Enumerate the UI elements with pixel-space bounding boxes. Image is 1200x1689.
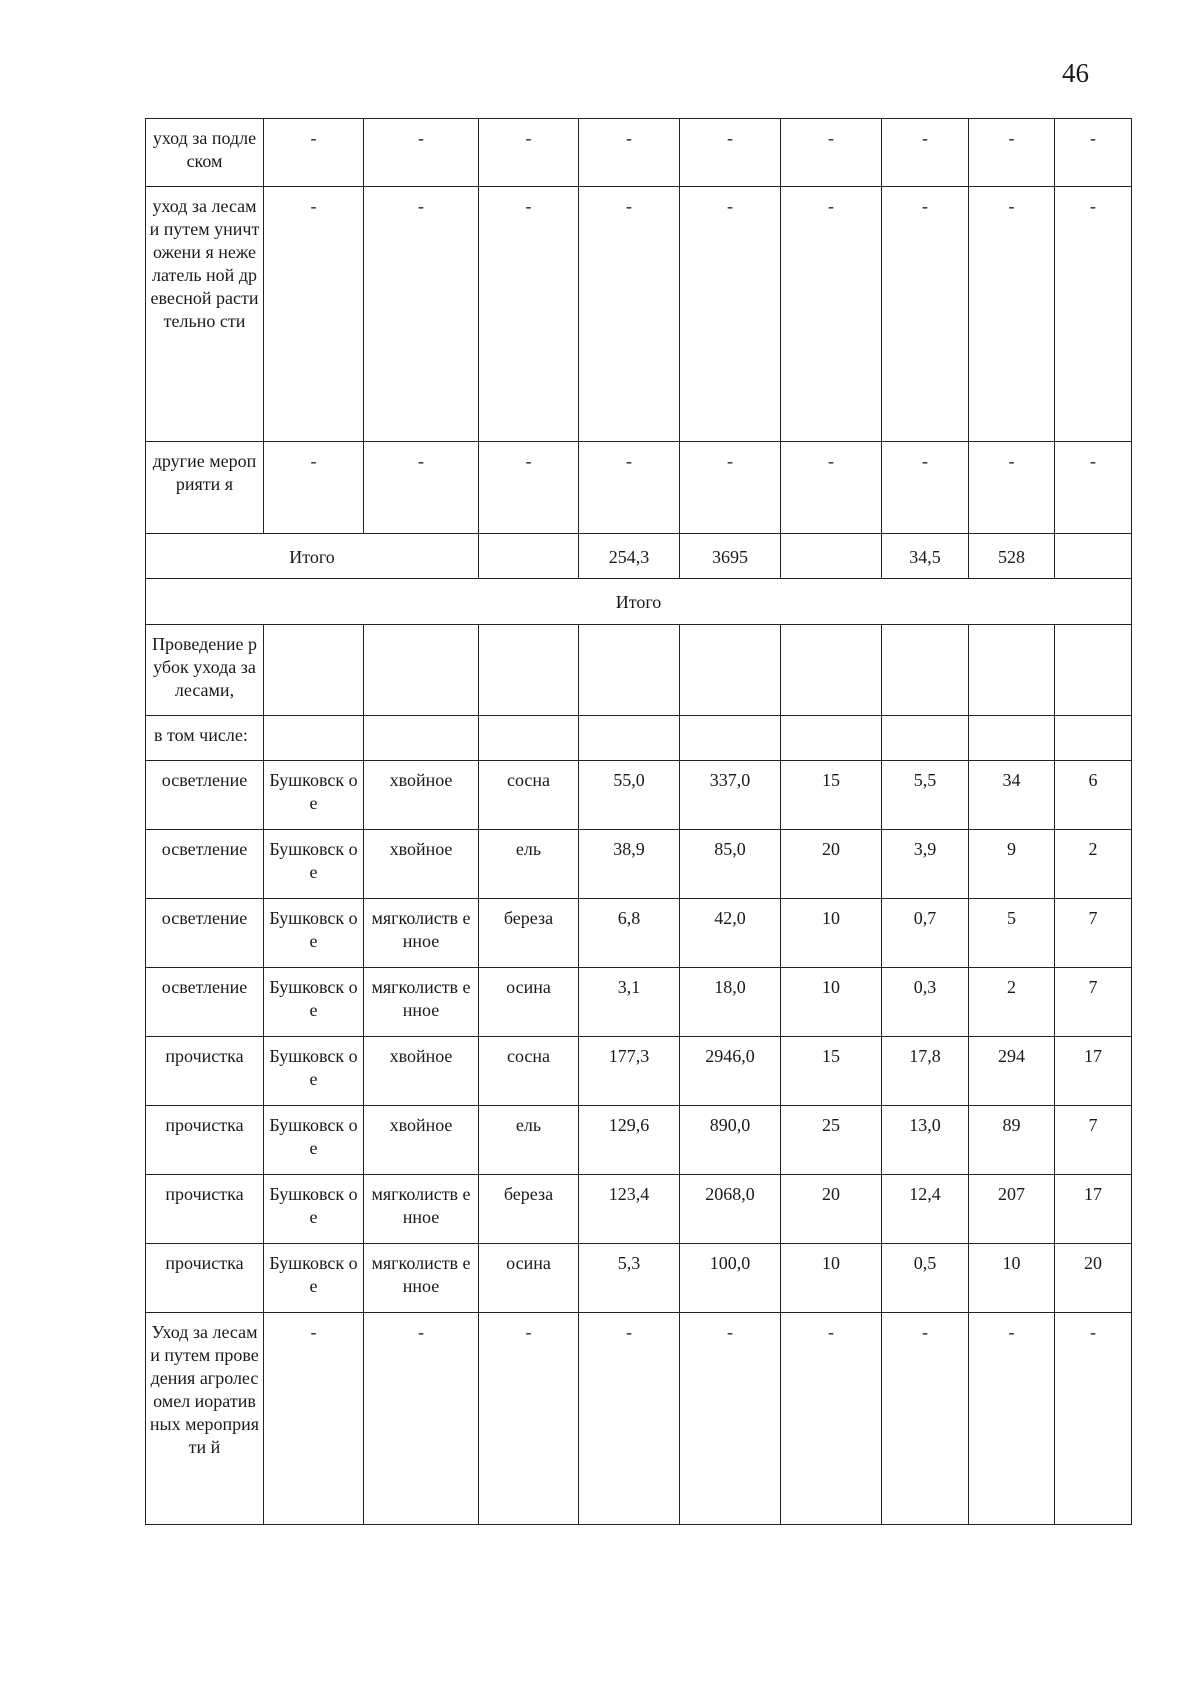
table-cell — [579, 716, 680, 761]
table-cell: Бушковск ое — [264, 830, 364, 899]
table-row — [146, 625, 1132, 716]
table-cell — [969, 625, 1055, 716]
table-cell — [781, 625, 882, 716]
table-cell: - — [882, 119, 969, 187]
table-cell — [882, 716, 969, 761]
table-cell: 38,9 — [579, 830, 680, 899]
table-cell: Бушковск ое — [264, 968, 364, 1037]
table-cell: 89 — [969, 1106, 1055, 1175]
table-cell: 5 — [969, 899, 1055, 968]
table-cell: 17,8 — [882, 1037, 969, 1106]
table-cell: - — [364, 1313, 479, 1525]
table-cell: сосна — [479, 761, 579, 830]
table-cell: - — [479, 119, 579, 187]
table-cell: 890,0 — [680, 1106, 781, 1175]
table-cell: хвойное — [364, 1106, 479, 1175]
table-cell: 5,5 — [882, 761, 969, 830]
table-cell: - — [264, 119, 364, 187]
table-cell: 17 — [1055, 1175, 1132, 1244]
table-cell: 25 — [781, 1106, 882, 1175]
table-cell: 12,4 — [882, 1175, 969, 1244]
table-cell: 6 — [1055, 761, 1132, 830]
table-row — [146, 1175, 1132, 1244]
table-cell: - — [1055, 1313, 1132, 1525]
table-cell: - — [680, 442, 781, 534]
table-cell: Бушковск ое — [264, 1037, 364, 1106]
table-cell: 3,9 — [882, 830, 969, 899]
table-cell: 34 — [969, 761, 1055, 830]
table-cell: - — [579, 187, 680, 442]
table-cell: Бушковск ое — [264, 1106, 364, 1175]
table-cell: ель — [479, 830, 579, 899]
table-cell — [579, 625, 680, 716]
table-cell: - — [264, 187, 364, 442]
table-row — [146, 1106, 1132, 1175]
row-label-cell: прочистка — [146, 1175, 264, 1244]
table-cell: Бушковск ое — [264, 1244, 364, 1313]
table-cell: 42,0 — [680, 899, 781, 968]
table-row — [146, 1313, 1132, 1525]
row-label-cell: уход за подлеском — [146, 119, 264, 187]
table-cell — [364, 625, 479, 716]
table-cell: - — [264, 1313, 364, 1525]
table-cell — [264, 716, 364, 761]
table-cell: - — [1055, 187, 1132, 442]
row-label-cell: осветление — [146, 968, 264, 1037]
forest-care-table — [145, 118, 1132, 1525]
row-label-cell: прочистка — [146, 1244, 264, 1313]
row-label-cell: осветление — [146, 899, 264, 968]
subtotal-cell: 3695 — [680, 534, 781, 579]
table-cell: - — [781, 1313, 882, 1525]
table-cell: 9 — [969, 830, 1055, 899]
table-cell: хвойное — [364, 1037, 479, 1106]
table-cell: 18,0 — [680, 968, 781, 1037]
table-cell: сосна — [479, 1037, 579, 1106]
table-row — [146, 716, 1132, 761]
table-row — [146, 968, 1132, 1037]
table-cell — [479, 625, 579, 716]
table-cell — [781, 716, 882, 761]
table-cell: осина — [479, 1244, 579, 1313]
table-cell: - — [579, 119, 680, 187]
table-cell: 17 — [1055, 1037, 1132, 1106]
table-cell: 0,5 — [882, 1244, 969, 1313]
row-label-cell: в том числе: — [146, 716, 264, 761]
table-cell — [1055, 625, 1132, 716]
table-cell: мягколиств енное — [364, 1244, 479, 1313]
table-cell: Бушковск ое — [264, 761, 364, 830]
table-cell: - — [264, 442, 364, 534]
table-cell: 7 — [1055, 968, 1132, 1037]
table-cell: - — [882, 442, 969, 534]
table-cell: мягколиств енное — [364, 968, 479, 1037]
table-cell — [680, 716, 781, 761]
row-label-cell: уход за лесами путем уничтожени я нежелатель ной древесной растительно сти — [146, 187, 264, 442]
table-cell: 7 — [1055, 899, 1132, 968]
table-cell: 6,8 — [579, 899, 680, 968]
table-cell: - — [479, 187, 579, 442]
table-cell: 20 — [1055, 1244, 1132, 1313]
table-cell: 337,0 — [680, 761, 781, 830]
table-cell: береза — [479, 899, 579, 968]
table-row — [146, 442, 1132, 534]
table-cell: Бушковск ое — [264, 899, 364, 968]
table-cell: 15 — [781, 1037, 882, 1106]
row-label-cell: прочистка — [146, 1106, 264, 1175]
table-cell: 123,4 — [579, 1175, 680, 1244]
table-cell — [264, 625, 364, 716]
table-cell: - — [781, 442, 882, 534]
table-cell: - — [680, 1313, 781, 1525]
subtotal-cell — [1055, 534, 1132, 579]
table-cell: 100,0 — [680, 1244, 781, 1313]
row-label-cell: осветление — [146, 830, 264, 899]
table-row — [146, 1037, 1132, 1106]
table-cell: - — [364, 187, 479, 442]
row-label-cell: осветление — [146, 761, 264, 830]
subtotal-cell — [781, 534, 882, 579]
table-cell: Бушковск ое — [264, 1175, 364, 1244]
table-row — [146, 761, 1132, 830]
table-cell: 207 — [969, 1175, 1055, 1244]
table-cell: 10 — [969, 1244, 1055, 1313]
table-cell: - — [969, 442, 1055, 534]
table-cell: - — [364, 442, 479, 534]
subtotal-cell: 34,5 — [882, 534, 969, 579]
row-label-cell: другие мероприяти я — [146, 442, 264, 534]
table-row — [146, 1244, 1132, 1313]
table-row — [146, 579, 1132, 625]
table-cell: - — [781, 187, 882, 442]
table-cell: 0,7 — [882, 899, 969, 968]
table-cell: - — [364, 119, 479, 187]
table-cell: 2 — [969, 968, 1055, 1037]
table-cell: - — [479, 1313, 579, 1525]
table-cell: мягколиств енное — [364, 1175, 479, 1244]
table-cell: хвойное — [364, 830, 479, 899]
table-row — [146, 119, 1132, 187]
table-cell: 10 — [781, 968, 882, 1037]
table-cell: 85,0 — [680, 830, 781, 899]
row-label-cell: Уход за лесами путем проведения агролесомел иоративных мероприяти й — [146, 1313, 264, 1525]
row-label-cell: прочистка — [146, 1037, 264, 1106]
subtotal-label: Итого — [146, 534, 479, 579]
table-cell: 2 — [1055, 830, 1132, 899]
table-cell — [882, 625, 969, 716]
table-cell: - — [579, 1313, 680, 1525]
table-row — [146, 899, 1132, 968]
table-cell: - — [882, 1313, 969, 1525]
table-cell: 7 — [1055, 1106, 1132, 1175]
table-cell: - — [969, 1313, 1055, 1525]
table-cell: - — [969, 187, 1055, 442]
table-cell — [969, 716, 1055, 761]
table-cell: - — [1055, 119, 1132, 187]
table-cell — [364, 716, 479, 761]
row-label-cell: Проведение рубок ухода за лесами, — [146, 625, 264, 716]
table-cell — [1055, 716, 1132, 761]
table-cell: - — [882, 187, 969, 442]
table-cell: 20 — [781, 1175, 882, 1244]
table-row — [146, 187, 1132, 442]
table-cell — [479, 716, 579, 761]
section-total-label: Итого — [146, 579, 1132, 625]
table-cell: - — [969, 119, 1055, 187]
table-cell: береза — [479, 1175, 579, 1244]
table-cell: 13,0 — [882, 1106, 969, 1175]
table-row — [146, 534, 1132, 579]
table-cell: 294 — [969, 1037, 1055, 1106]
table-cell: - — [479, 442, 579, 534]
table-cell: 129,6 — [579, 1106, 680, 1175]
table-cell: 177,3 — [579, 1037, 680, 1106]
table-row — [146, 830, 1132, 899]
table-cell: 10 — [781, 899, 882, 968]
table-cell: - — [680, 187, 781, 442]
table-cell: - — [579, 442, 680, 534]
table-cell: 0,3 — [882, 968, 969, 1037]
table-cell: 15 — [781, 761, 882, 830]
table-cell: - — [1055, 442, 1132, 534]
subtotal-cell: 254,3 — [579, 534, 680, 579]
table-cell — [680, 625, 781, 716]
table-cell: осина — [479, 968, 579, 1037]
page-number: 46 — [1062, 58, 1089, 88]
table-cell: 55,0 — [579, 761, 680, 830]
table-cell: - — [680, 119, 781, 187]
table-cell: мягколиств енное — [364, 899, 479, 968]
table-cell: 5,3 — [579, 1244, 680, 1313]
table-cell: 3,1 — [579, 968, 680, 1037]
table-cell: 20 — [781, 830, 882, 899]
subtotal-cell: 528 — [969, 534, 1055, 579]
table-cell: хвойное — [364, 761, 479, 830]
table-cell: ель — [479, 1106, 579, 1175]
table-cell: 2946,0 — [680, 1037, 781, 1106]
table-cell: 2068,0 — [680, 1175, 781, 1244]
table-cell: 10 — [781, 1244, 882, 1313]
subtotal-cell — [479, 534, 579, 579]
table-cell: - — [781, 119, 882, 187]
